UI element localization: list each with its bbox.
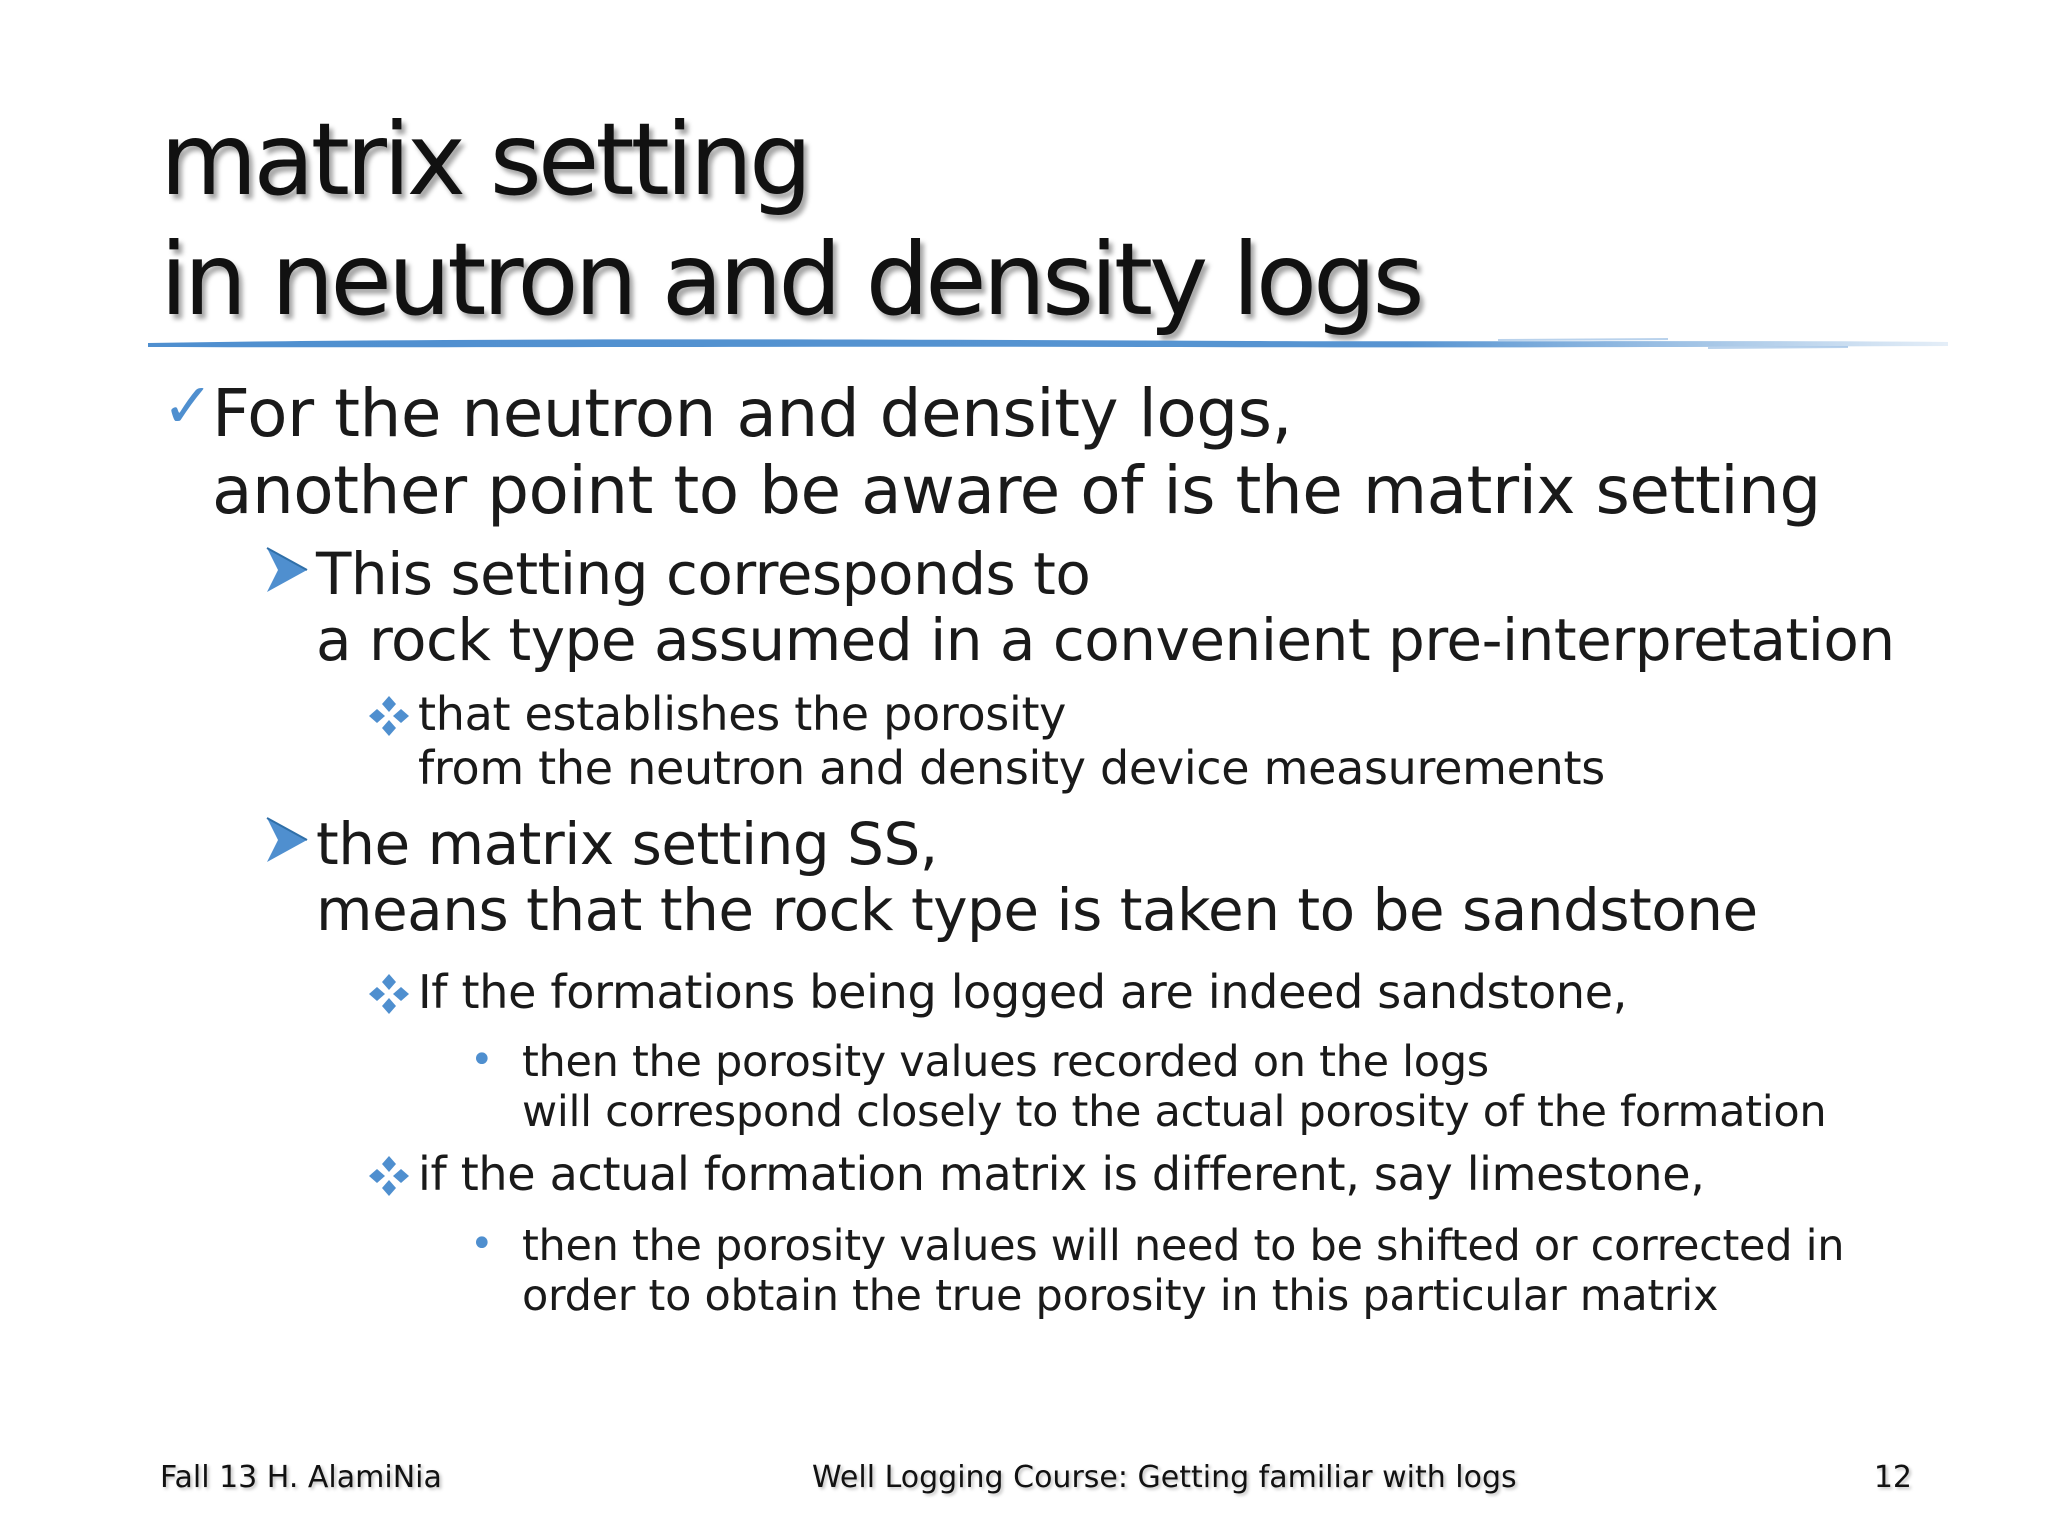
bullet-level3-indeed-sandstone	[418, 965, 1627, 1019]
footer-page-number: 12	[1873, 1460, 1912, 1495]
dot-icon: •	[470, 1221, 494, 1267]
bullet-level4-porosity-recorded	[470, 1037, 1827, 1137]
bullet-level2-setting-corresponds	[316, 541, 1895, 673]
bullet-text-line: that establishes the porosity	[418, 687, 1067, 741]
bullet-level3-establishes-porosity	[418, 687, 1605, 795]
footer-course-title: Well Logging Course: Getting familiar with logs	[812, 1460, 1517, 1495]
arrow-right-icon	[264, 815, 310, 865]
diamond-cluster-icon	[368, 1155, 410, 1197]
bullet-text-line: a rock type assumed in a convenient pre-interpretation	[316, 606, 1895, 674]
footer-author: Fall 13 H. AlamiNia	[160, 1460, 442, 1495]
bullet-text-line: If the formations being logged are indeed sandstone,	[418, 965, 1628, 1019]
title-line-1: matrix setting	[160, 101, 809, 218]
bullet-level2-matrix-setting-ss	[316, 811, 1758, 943]
bullet-text-line: order to obtain the true porosity in this particular matrix	[522, 1271, 1719, 1321]
title-line-2: in neutron and density logs	[160, 221, 1421, 338]
bullet-text-line: the matrix setting SS,	[316, 810, 938, 878]
diamond-cluster-icon	[368, 695, 410, 737]
bullet-text-line: then the porosity values recorded on the logs	[522, 1037, 1489, 1087]
bullet-level1-matrix-setting	[162, 369, 1821, 529]
bullet-text-line: will correspond closely to the actual porosity of the formation	[522, 1087, 1827, 1137]
bullet-text-line: means that the rock type is taken to be sandstone	[316, 876, 1758, 944]
bullet-level3-different-limestone	[418, 1147, 1705, 1201]
slide-title	[160, 100, 1421, 340]
bullet-text-line: then the porosity values will need to be shifted or corrected in	[522, 1221, 1845, 1271]
dot-icon: •	[470, 1037, 494, 1083]
bullet-text-line: This setting corresponds to	[316, 540, 1091, 608]
bullet-text-line: another point to be aware of is the matrix setting	[212, 452, 1821, 529]
diamond-cluster-icon	[368, 973, 410, 1015]
arrow-right-icon	[264, 545, 310, 595]
bullet-text-line: For the neutron and density logs,	[212, 375, 1293, 452]
bullet-text-line: if the actual formation matrix is different, say limestone,	[418, 1147, 1705, 1201]
title-underline-brushstroke	[148, 335, 1948, 353]
bullet-level4-shifted-corrected	[470, 1221, 1845, 1321]
checkmark-icon: ✓	[162, 369, 214, 442]
bullet-text-line: from the neutron and density device measurements	[418, 741, 1605, 795]
